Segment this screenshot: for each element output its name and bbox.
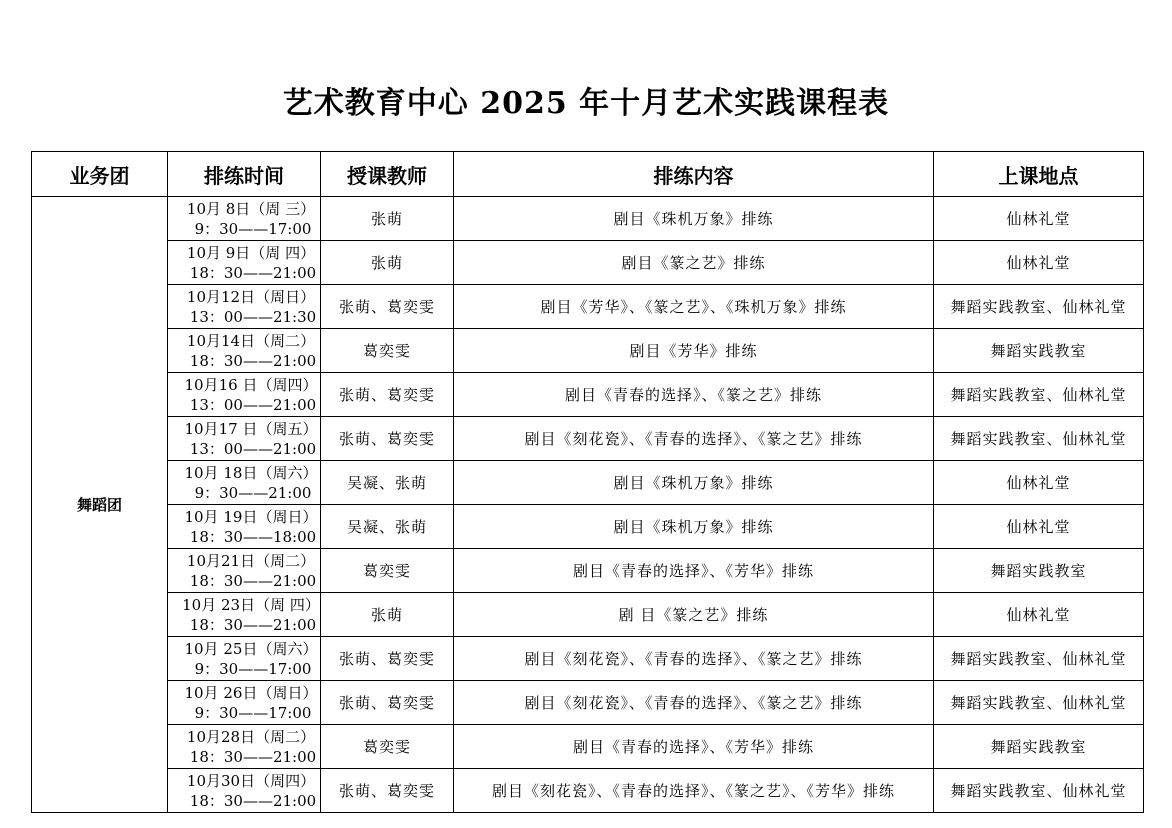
header-teacher: 授课教师 [321, 152, 454, 197]
time-cell [168, 241, 321, 285]
group-cell: 舞蹈团 [32, 197, 168, 813]
rehearsal-date: 10月 8日（周 三） [186, 199, 316, 218]
table-row [32, 285, 1144, 329]
location-cell: 舞蹈实践教室、仙林礼堂 [934, 417, 1144, 461]
time-cell [168, 681, 321, 725]
teacher-cell: 张萌、葛奕雯 [321, 417, 454, 461]
content-cell: 剧目《刻花瓷》、《青春的选择》、《篆之艺》排练 [454, 681, 934, 725]
rehearsal-hours: 18：30——21:00 [189, 615, 317, 634]
rehearsal-hours: 13：00——21:30 [189, 307, 317, 326]
schedule-body [32, 197, 1144, 813]
table-row [32, 725, 1144, 769]
schedule-table [31, 151, 1144, 813]
content-cell: 剧目《篆之艺》排练 [454, 241, 934, 285]
time-cell [168, 373, 321, 417]
header-time: 排练时间 [168, 152, 321, 197]
rehearsal-hours: 13：00——21:00 [189, 395, 317, 414]
rehearsal-hours: 9：30——17:00 [194, 659, 312, 678]
time-cell [168, 417, 321, 461]
rehearsal-hours: 9：30——21:00 [194, 483, 312, 502]
teacher-cell: 葛奕雯 [321, 549, 454, 593]
rehearsal-date: 10月 9日（周 四） [186, 243, 316, 262]
table-row [32, 197, 1144, 241]
time-cell [168, 725, 321, 769]
teacher-cell: 吴凝、张萌 [321, 505, 454, 549]
table-row [32, 373, 1144, 417]
content-cell: 剧目《刻花瓷》、《青春的选择》、《篆之艺》排练 [454, 637, 934, 681]
header-group: 业务团 [32, 152, 168, 197]
content-cell: 剧目《珠机万象》排练 [454, 197, 934, 241]
rehearsal-date: 10月16 日（周四） [184, 375, 318, 394]
rehearsal-date: 10月 25日（周六） [184, 639, 318, 658]
rehearsal-hours: 18：30——21:00 [189, 263, 317, 282]
location-cell: 仙林礼堂 [934, 461, 1144, 505]
rehearsal-date: 10月14日（周二） [186, 331, 316, 350]
content-cell: 剧目《刻花瓷》、《青春的选择》、《篆之艺》排练 [454, 417, 934, 461]
time-cell [168, 593, 321, 637]
time-cell [168, 285, 321, 329]
rehearsal-date: 10月 18日（周六） [184, 463, 318, 482]
rehearsal-date: 10月28日（周二） [186, 727, 316, 746]
rehearsal-date: 10月12日（周日） [186, 287, 316, 306]
table-row [32, 769, 1144, 813]
rehearsal-date: 10月30日（周四） [186, 771, 316, 790]
teacher-cell: 张萌、葛奕雯 [321, 373, 454, 417]
location-cell: 舞蹈实践教室 [934, 725, 1144, 769]
teacher-cell: 张萌 [321, 197, 454, 241]
rehearsal-hours: 18：30——21:00 [189, 747, 317, 766]
rehearsal-date: 10月17 日（周五） [184, 419, 318, 438]
content-cell: 剧目《青春的选择》、《芳华》排练 [454, 549, 934, 593]
location-cell: 舞蹈实践教室、仙林礼堂 [934, 769, 1144, 813]
rehearsal-hours: 18：30——21:00 [189, 791, 317, 810]
location-cell: 舞蹈实践教室 [934, 549, 1144, 593]
table-row [32, 461, 1144, 505]
teacher-cell: 张萌 [321, 241, 454, 285]
table-row [32, 593, 1144, 637]
teacher-cell: 张萌 [321, 593, 454, 637]
location-cell: 仙林礼堂 [934, 505, 1144, 549]
content-cell: 剧 目《篆之艺》排练 [454, 593, 934, 637]
rehearsal-date: 10月 23日（周 四） [182, 595, 320, 614]
rehearsal-date: 10月21日（周二） [186, 551, 316, 570]
content-cell: 剧目《芳华》、《篆之艺》、《珠机万象》排练 [454, 285, 934, 329]
table-row [32, 241, 1144, 285]
rehearsal-hours: 18：30——21:00 [189, 571, 317, 590]
header-location: 上课地点 [934, 152, 1144, 197]
rehearsal-hours: 9：30——17:00 [194, 703, 312, 722]
time-cell [168, 329, 321, 373]
content-cell: 剧目《珠机万象》排练 [454, 505, 934, 549]
content-cell: 剧目《芳华》排练 [454, 329, 934, 373]
teacher-cell: 张萌、葛奕雯 [321, 769, 454, 813]
rehearsal-date: 10月 19日（周日） [184, 507, 318, 526]
time-cell [168, 549, 321, 593]
header-row [32, 152, 1144, 197]
teacher-cell: 张萌、葛奕雯 [321, 681, 454, 725]
content-cell: 剧目《青春的选择》、《篆之艺》排练 [454, 373, 934, 417]
location-cell: 仙林礼堂 [934, 593, 1144, 637]
table-row [32, 417, 1144, 461]
header-content: 排练内容 [454, 152, 934, 197]
teacher-cell: 张萌、葛奕雯 [321, 285, 454, 329]
content-cell: 剧目《珠机万象》排练 [454, 461, 934, 505]
location-cell: 舞蹈实践教室、仙林礼堂 [934, 681, 1144, 725]
time-cell [168, 769, 321, 813]
teacher-cell: 吴凝、张萌 [321, 461, 454, 505]
table-row [32, 329, 1144, 373]
page-title: 艺术教育中心 2025 年十月艺术实践课程表 [282, 86, 890, 121]
table-row [32, 681, 1144, 725]
location-cell: 舞蹈实践教室、仙林礼堂 [934, 373, 1144, 417]
time-cell [168, 637, 321, 681]
time-cell [168, 505, 321, 549]
table-row [32, 505, 1144, 549]
table-row [32, 549, 1144, 593]
location-cell: 舞蹈实践教室、仙林礼堂 [934, 637, 1144, 681]
content-cell: 剧目《刻花瓷》、《青春的选择》、《篆之艺》、《芳华》排练 [454, 769, 934, 813]
rehearsal-hours: 18：30——18:00 [189, 527, 317, 546]
location-cell: 舞蹈实践教室 [934, 329, 1144, 373]
teacher-cell: 张萌、葛奕雯 [321, 637, 454, 681]
time-cell [168, 461, 321, 505]
location-cell: 仙林礼堂 [934, 197, 1144, 241]
location-cell: 仙林礼堂 [934, 241, 1144, 285]
location-cell: 舞蹈实践教室、仙林礼堂 [934, 285, 1144, 329]
rehearsal-hours: 9：30——17:00 [194, 219, 312, 238]
teacher-cell: 葛奕雯 [321, 329, 454, 373]
rehearsal-date: 10月 26日（周日） [184, 683, 318, 702]
rehearsal-hours: 18：30——21:00 [189, 351, 317, 370]
time-cell [168, 197, 321, 241]
table-row [32, 637, 1144, 681]
teacher-cell: 葛奕雯 [321, 725, 454, 769]
content-cell: 剧目《青春的选择》、《芳华》排练 [454, 725, 934, 769]
rehearsal-hours: 13：00——21:00 [189, 439, 317, 458]
